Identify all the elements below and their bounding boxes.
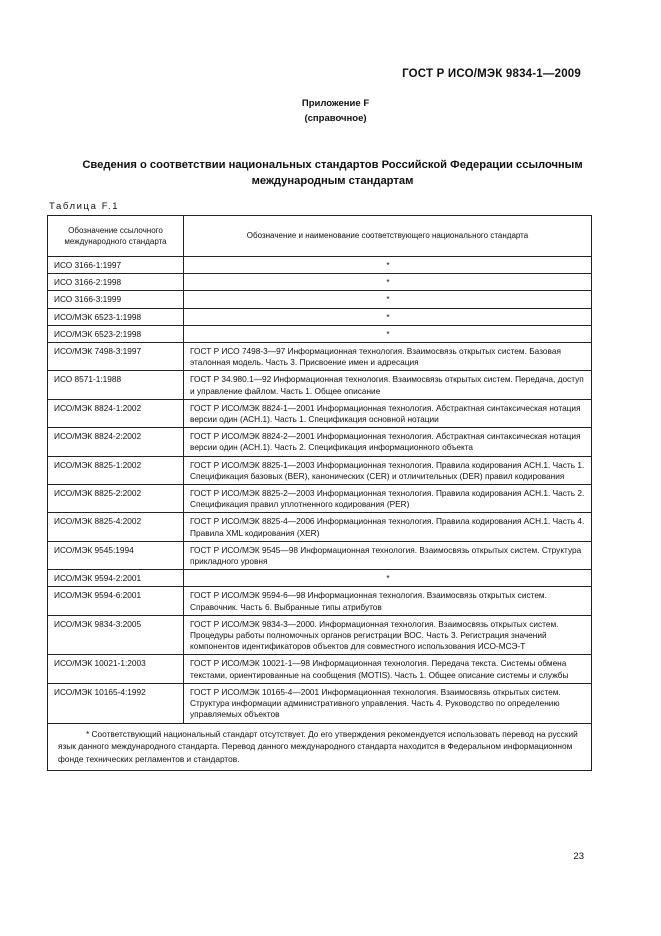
table-row <box>48 308 592 325</box>
national-standard-cell: ГОСТ Р ИСО/МЭК 9834-3—2000. Информационная технология. Взаимосвязь открытых систем. Процедуры работы полномочных органов регистрации ВОС. Часть 3. Регистрация значений компонентов идентификаторов объектов для совместного использования ИСО-МСЭ-Т <box>184 615 592 655</box>
national-standard-cell: ГОСТ Р ИСО/МЭК 9594-6—98 Информационная технология. Взаимосвязь открытых систем. Справочник. Часть 6. Выбранные типы атрибутов <box>184 587 592 615</box>
annex-subtitle: (справочное) <box>304 113 367 124</box>
international-standard-cell: ИСО/МЭК 8824-1:2002 <box>48 399 184 427</box>
international-standard-cell: ИСО/МЭК 8825-2:2002 <box>48 485 184 513</box>
annex-title: Приложение F <box>301 98 370 109</box>
table-body <box>48 257 592 724</box>
national-standard-cell: ГОСТ Р ИСО/МЭК 8824-2—2001 Информационная технология. Абстрактная синтаксическая нотация версии один (АСН.1). Часть 2. Спецификация информационного объекта <box>184 428 592 456</box>
national-standard-cell: ГОСТ Р ИСО/МЭК 10021-1—98 Информационная технология. Передача текста. Системы обмена текстами, ориентированные на сообщения (MOTIS). Часть 1. Общее описание системы и службы <box>184 655 592 683</box>
international-standard-cell: ИСО/МЭК 7498-3:1997 <box>48 343 184 371</box>
table-footnote-row <box>48 723 592 771</box>
international-standard-cell: ИСО/МЭК 6523-1:1998 <box>48 308 184 325</box>
national-standard-cell: ГОСТ Р ИСО/МЭК 8825-2—2003 Информационная технология. Правила кодирования АСН.1. Часть 2. Спецификация правил уплотненного кодирования (PER) <box>184 485 592 513</box>
document-id: ГОСТ Р ИСО/МЭК 9834-1—2009 <box>402 68 581 80</box>
table-row <box>48 456 592 484</box>
table-row <box>48 683 592 723</box>
annex-heading <box>0 96 661 126</box>
table-header-row <box>48 216 592 257</box>
table-row <box>48 587 592 615</box>
international-standard-cell: ИСО/МЭК 8824-2:2002 <box>48 428 184 456</box>
international-standard-cell: ИСО/МЭК 6523-2:1998 <box>48 325 184 342</box>
table-footnote <box>48 723 592 771</box>
international-standard-cell: ИСО/МЭК 8825-4:2002 <box>48 513 184 541</box>
table-caption: Таблица F.1 <box>49 201 120 212</box>
international-standard-cell: ИСО 3166-3:1999 <box>48 291 184 308</box>
table-row <box>48 513 592 541</box>
table-row <box>48 615 592 655</box>
table-row <box>48 291 592 308</box>
international-standard-cell: ИСО 8571-1:1988 <box>48 371 184 399</box>
national-standard-cell: * <box>184 308 592 325</box>
column-header-national: Обозначение и наименование соответствующего национального стандарта <box>184 216 592 257</box>
national-standard-cell: ГОСТ Р ИСО 7498-3—97 Информационная технология. Взаимосвязь открытых систем. Базовая эталонная модель. Часть 3. Присвоение имен и адресация <box>184 343 592 371</box>
national-standard-cell: * <box>184 257 592 274</box>
table-row <box>48 371 592 399</box>
table-row <box>48 399 592 427</box>
table-row <box>48 655 592 683</box>
table-row <box>48 428 592 456</box>
international-standard-cell: ИСО/МЭК 10021-1:2003 <box>48 655 184 683</box>
international-standard-cell: ИСО 3166-2:1998 <box>48 274 184 291</box>
table-row <box>48 274 592 291</box>
national-standard-cell: * <box>184 274 592 291</box>
page-number: 23 <box>573 851 584 862</box>
international-standard-cell: ИСО/МЭК 9594-2:2001 <box>48 570 184 587</box>
national-standard-cell: ГОСТ Р 34.980.1—92 Информационная технология. Взаимосвязь открытых систем. Передача, доступ и управление файлом. Часть 1. Общее описание <box>184 371 592 399</box>
national-standard-cell: ГОСТ Р ИСО/МЭК 8825-1—2003 Информационная технология. Правила кодирования АСН.1. Часть 1. Спецификация базовых (BER), канонических (CER) и отличительных (DER) правил кодирования <box>184 456 592 484</box>
international-standard-cell: ИСО 3166-1:1997 <box>48 257 184 274</box>
national-standard-cell: ГОСТ Р ИСО/МЭК 8825-4—2006 Информационная технология. Правила кодирования АСН.1. Часть 4. Правила XML кодирования (XER) <box>184 513 592 541</box>
international-standard-cell: ИСО/МЭК 9545:1994 <box>48 541 184 569</box>
national-standard-cell: * <box>184 291 592 308</box>
table-row <box>48 570 592 587</box>
international-standard-cell: ИСО/МЭК 8825-1:2002 <box>48 456 184 484</box>
national-standard-cell: ГОСТ Р ИСО/МЭК 10165-4—2001 Информационная технология. Взаимосвязь открытых систем. Структура информации административного управления. Часть 4. Руководство по определению управляемых объектов <box>184 683 592 723</box>
footnote-text: * Соответствующий национальный стандарт отсутствует. До его утверждения рекомендуется использовать перевод на русский язык данного международного стандарта. Перевод данного международного стандарта находится в Федеральном информационном фонде технических регламентов и стандартов. <box>58 728 578 764</box>
table-row <box>48 541 592 569</box>
international-standard-cell: ИСО/МЭК 9594-6:2001 <box>48 587 184 615</box>
national-standard-cell: ГОСТ Р ИСО/МЭК 8824-1—2001 Информационная технология. Абстрактная синтаксическая нотация версии один (АСН.1). Часть 1. Спецификация основной нотации <box>184 399 592 427</box>
table-row <box>48 325 592 342</box>
table-row <box>48 485 592 513</box>
correspondence-table <box>47 215 592 771</box>
international-standard-cell: ИСО/МЭК 9834-3:2005 <box>48 615 184 655</box>
national-standard-cell: ГОСТ Р ИСО/МЭК 9545—98 Информационная технология. Взаимосвязь открытых систем. Структура прикладного уровня <box>184 541 592 569</box>
table-row <box>48 343 592 371</box>
national-standard-cell: * <box>184 325 592 342</box>
column-header-international: Обозначение ссылочного международного стандарта <box>48 216 184 257</box>
national-standard-cell: * <box>184 570 592 587</box>
international-standard-cell: ИСО/МЭК 10165-4:1992 <box>48 683 184 723</box>
section-title: Сведения о соответствии национальных стандартов Российской Федерации ссылочным международным стандартам <box>82 159 583 187</box>
table-row <box>48 257 592 274</box>
